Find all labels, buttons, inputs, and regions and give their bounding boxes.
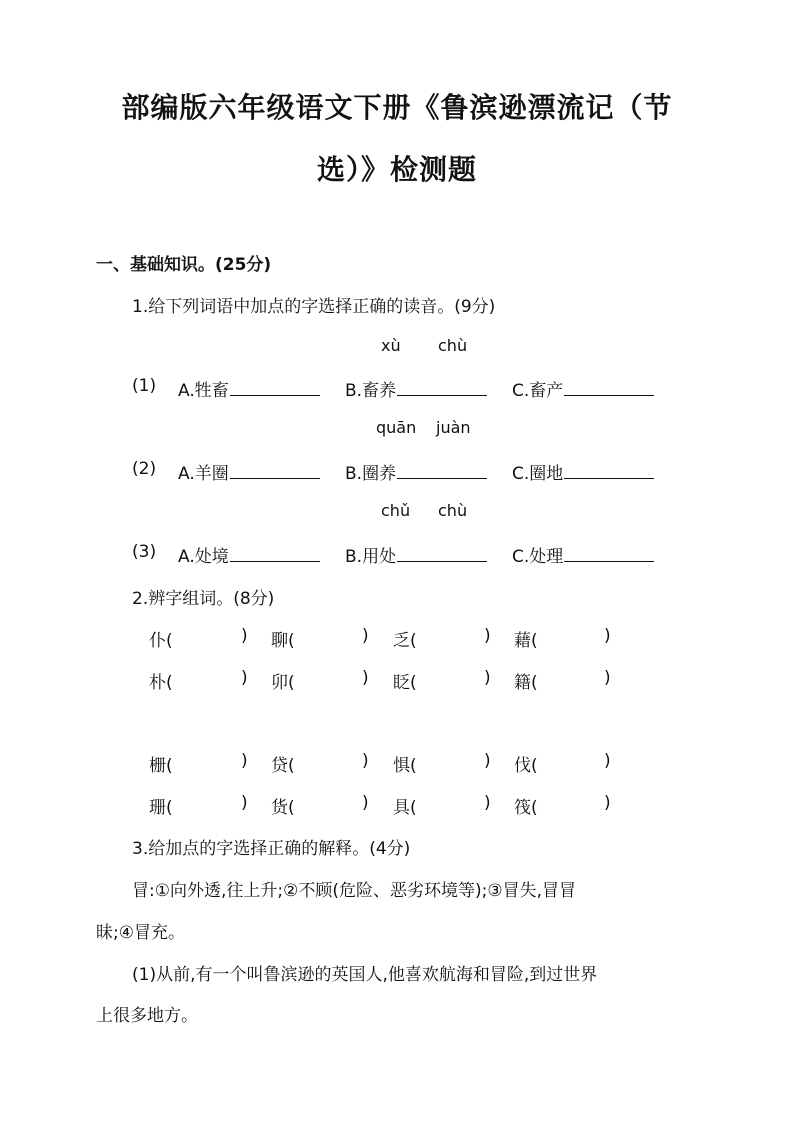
section1-heading: 一、基础知识。(25分) (96, 255, 272, 275)
answer-blank[interactable] (230, 547, 320, 562)
answer-blank[interactable] (564, 464, 654, 479)
answer-blank[interactable] (397, 464, 487, 479)
option-text: C.畜产 (512, 381, 564, 401)
pinyin-option-b: chù (438, 501, 468, 520)
paren-close: ) (604, 626, 611, 646)
char-pair-cell: 珊( (149, 798, 173, 818)
paren-close: ) (362, 626, 369, 646)
q1-option-a (178, 459, 320, 484)
q1-heading: 1.给下列词语中加点的字选择正确的读音。(9分) (132, 297, 496, 317)
char-pair-cell: 贷( (271, 756, 295, 776)
option-text: B.用处 (345, 547, 397, 567)
paren-close: ) (484, 751, 491, 771)
q1-option-b (345, 459, 487, 484)
char-pair-cell: 眨( (393, 673, 417, 693)
answer-blank[interactable] (564, 547, 654, 562)
char-pair-cell: 惧( (393, 756, 417, 776)
char-pair-cell: 朴( (149, 673, 173, 693)
char-pair-cell: 伐( (514, 756, 538, 776)
option-text: B.圈养 (345, 464, 397, 484)
q2-heading: 2.辨字组词。(8分) (132, 589, 275, 609)
q1-option-b (345, 542, 487, 567)
pinyin-option-b: chù (438, 336, 468, 355)
page-title-line1: 部编版六年级语文下册《鲁滨逊漂流记（节 (121, 91, 673, 124)
paren-close: ) (241, 751, 248, 771)
q1-item-number: (1) (132, 376, 157, 396)
answer-blank[interactable] (230, 464, 320, 479)
paren-close: ) (362, 668, 369, 688)
q1-option-b (345, 376, 487, 401)
answer-blank[interactable] (230, 381, 320, 396)
option-text: C.处理 (512, 547, 564, 567)
q1-item-number: (3) (132, 542, 157, 562)
option-text: A.牲畜 (178, 381, 229, 401)
pinyin-option-a: quān (376, 418, 417, 437)
char-pair-cell: 栅( (149, 756, 173, 776)
paren-close: ) (604, 668, 611, 688)
q3-item1-line2: 上很多地方。 (96, 1006, 198, 1026)
paren-close: ) (604, 793, 611, 813)
option-text: A.羊圈 (178, 464, 229, 484)
paren-close: ) (484, 793, 491, 813)
paren-close: ) (241, 668, 248, 688)
answer-blank[interactable] (397, 547, 487, 562)
char-pair-cell: 货( (271, 798, 295, 818)
paren-close: ) (484, 668, 491, 688)
option-text: B.畜养 (345, 381, 397, 401)
pinyin-option-a: xù (381, 336, 401, 355)
char-pair-cell: 籍( (514, 673, 538, 693)
char-pair-cell: 乏( (393, 631, 417, 651)
paren-close: ) (241, 626, 248, 646)
option-text: C.圈地 (512, 464, 564, 484)
char-pair-cell: 具( (393, 798, 417, 818)
q3-definition-line1: 冒:①向外透,往上升;②不顾(危险、恶劣环境等);③冒失,冒冒 (132, 881, 576, 901)
paren-close: ) (484, 626, 491, 646)
paren-close: ) (362, 751, 369, 771)
q3-item1-line1: (1)从前,有一个叫鲁滨逊的英国人,他喜欢航海和冒险,到过世界 (132, 965, 598, 985)
q1-item-number: (2) (132, 459, 157, 479)
q1-option-a (178, 542, 320, 567)
pinyin-option-b: juàn (436, 418, 471, 437)
q1-option-c (512, 376, 654, 401)
pinyin-option-a: chǔ (381, 501, 411, 520)
char-pair-cell: 卯( (271, 673, 295, 693)
page-title-line2: 选）》检测题 (316, 153, 477, 186)
option-text: A.处境 (178, 547, 229, 567)
char-pair-cell: 筏( (514, 798, 538, 818)
q1-option-a (178, 376, 320, 401)
paren-close: ) (241, 793, 248, 813)
paren-close: ) (604, 751, 611, 771)
paren-close: ) (362, 793, 369, 813)
char-pair-cell: 聊( (271, 631, 295, 651)
q3-definition-line2: 昧;④冒充。 (96, 923, 185, 943)
q3-heading: 3.给加点的字选择正确的解释。(4分) (132, 839, 411, 859)
answer-blank[interactable] (564, 381, 654, 396)
char-pair-cell: 仆( (149, 631, 173, 651)
char-pair-cell: 藉( (514, 631, 538, 651)
q1-option-c (512, 459, 654, 484)
answer-blank[interactable] (397, 381, 487, 396)
q1-option-c (512, 542, 654, 567)
